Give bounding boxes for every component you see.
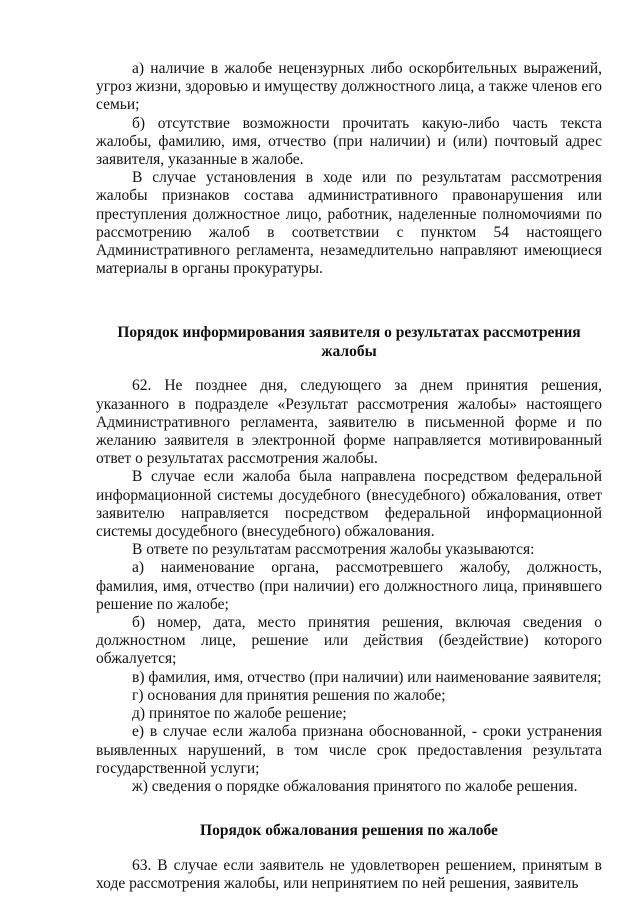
- list-item-a: а) наименование органа, рассмотревшего жалобу, должность, фамилия, имя, отчество (при наличии) его должностного лица, принявшего решение по жалобе;: [96, 559, 602, 613]
- list-item-v: в) фамилия, имя, отчество (при наличии) или наименование заявителя;: [132, 668, 602, 686]
- list-item-b: б) номер, дата, место принятия решения, включая сведения о должностном лице, решение или действия (бездействие) которого обжалуется;: [96, 614, 602, 668]
- paragraph-63: 63. В случае если заявитель не удовлетворен решением, принятым в ходе рассмотрения жалобы, или непринятием по ней решения, заявитель: [96, 856, 602, 892]
- spacer: [96, 796, 602, 822]
- paragraph-answer-contents: В ответе по результатам рассмотрения жалобы указываются:: [132, 541, 535, 559]
- list-item-zh: ж) сведения о порядке обжалования принятого по жалобе решения.: [132, 777, 578, 795]
- paragraph-item-b: б) отсутствие возможности прочитать какую-либо часть текста жалобы, фамилию, имя, отчество (при наличии) и (или) почтовый адрес заявителя, указанные в жалобе.: [96, 114, 602, 169]
- section-heading-appeal: Порядок обжалования решения по жалобе: [200, 822, 498, 840]
- list-item-e: е) в случае если жалоба признана обоснованной, - сроки устранения выявленных нарушений, в том числе срок предоставления результата государственной услуги;: [96, 723, 602, 777]
- paragraph-item-a: а) наличие в жалобе нецензурных либо оскорбительных выражений, угроз жизни, здоровью и имуществу должностного лица, а также членов его семьи;: [96, 60, 602, 114]
- document-page: [96, 60, 602, 893]
- spacer: [96, 278, 602, 324]
- paragraph-prosecution: В случае установления в ходе или по результатам рассмотрения жалобы признаков состава административного правонарушения или преступления должностное лицо, работник, наделенные полномочиями по рассмотрению жалоб в соответствии с пунктом 54 настоящего Административного регламента, незамедлительно направляют имеющиеся материалы в органы прокуратуры.: [96, 169, 602, 278]
- paragraph-62: 62. Не позднее дня, следующего за днем принятия решения, указанного в подразделе «Результат рассмотрения жалобы» настоящего Административного регламента, заявителю в письменной форме и по желанию заявителя в электронной форме направляется мотивированный ответ о результатах рассмотрения жалобы.: [96, 377, 602, 468]
- spacer: [96, 361, 602, 377]
- list-item-g: г) основания для принятия решения по жалобе;: [132, 686, 446, 704]
- section-heading-informing: Порядок информирования заявителя о результатах рассмотрения жалобы: [117, 324, 581, 360]
- spacer: [96, 841, 602, 857]
- list-item-d: д) принятое по жалобе решение;: [132, 705, 347, 723]
- paragraph-federal-system: В случае если жалоба была направлена посредством федеральной информационной системы досудебного (внесудебного) обжалования, ответ заявителю направляется посредством федеральной информационной системы досудебного (внесудебного) обжалования.: [96, 468, 602, 541]
